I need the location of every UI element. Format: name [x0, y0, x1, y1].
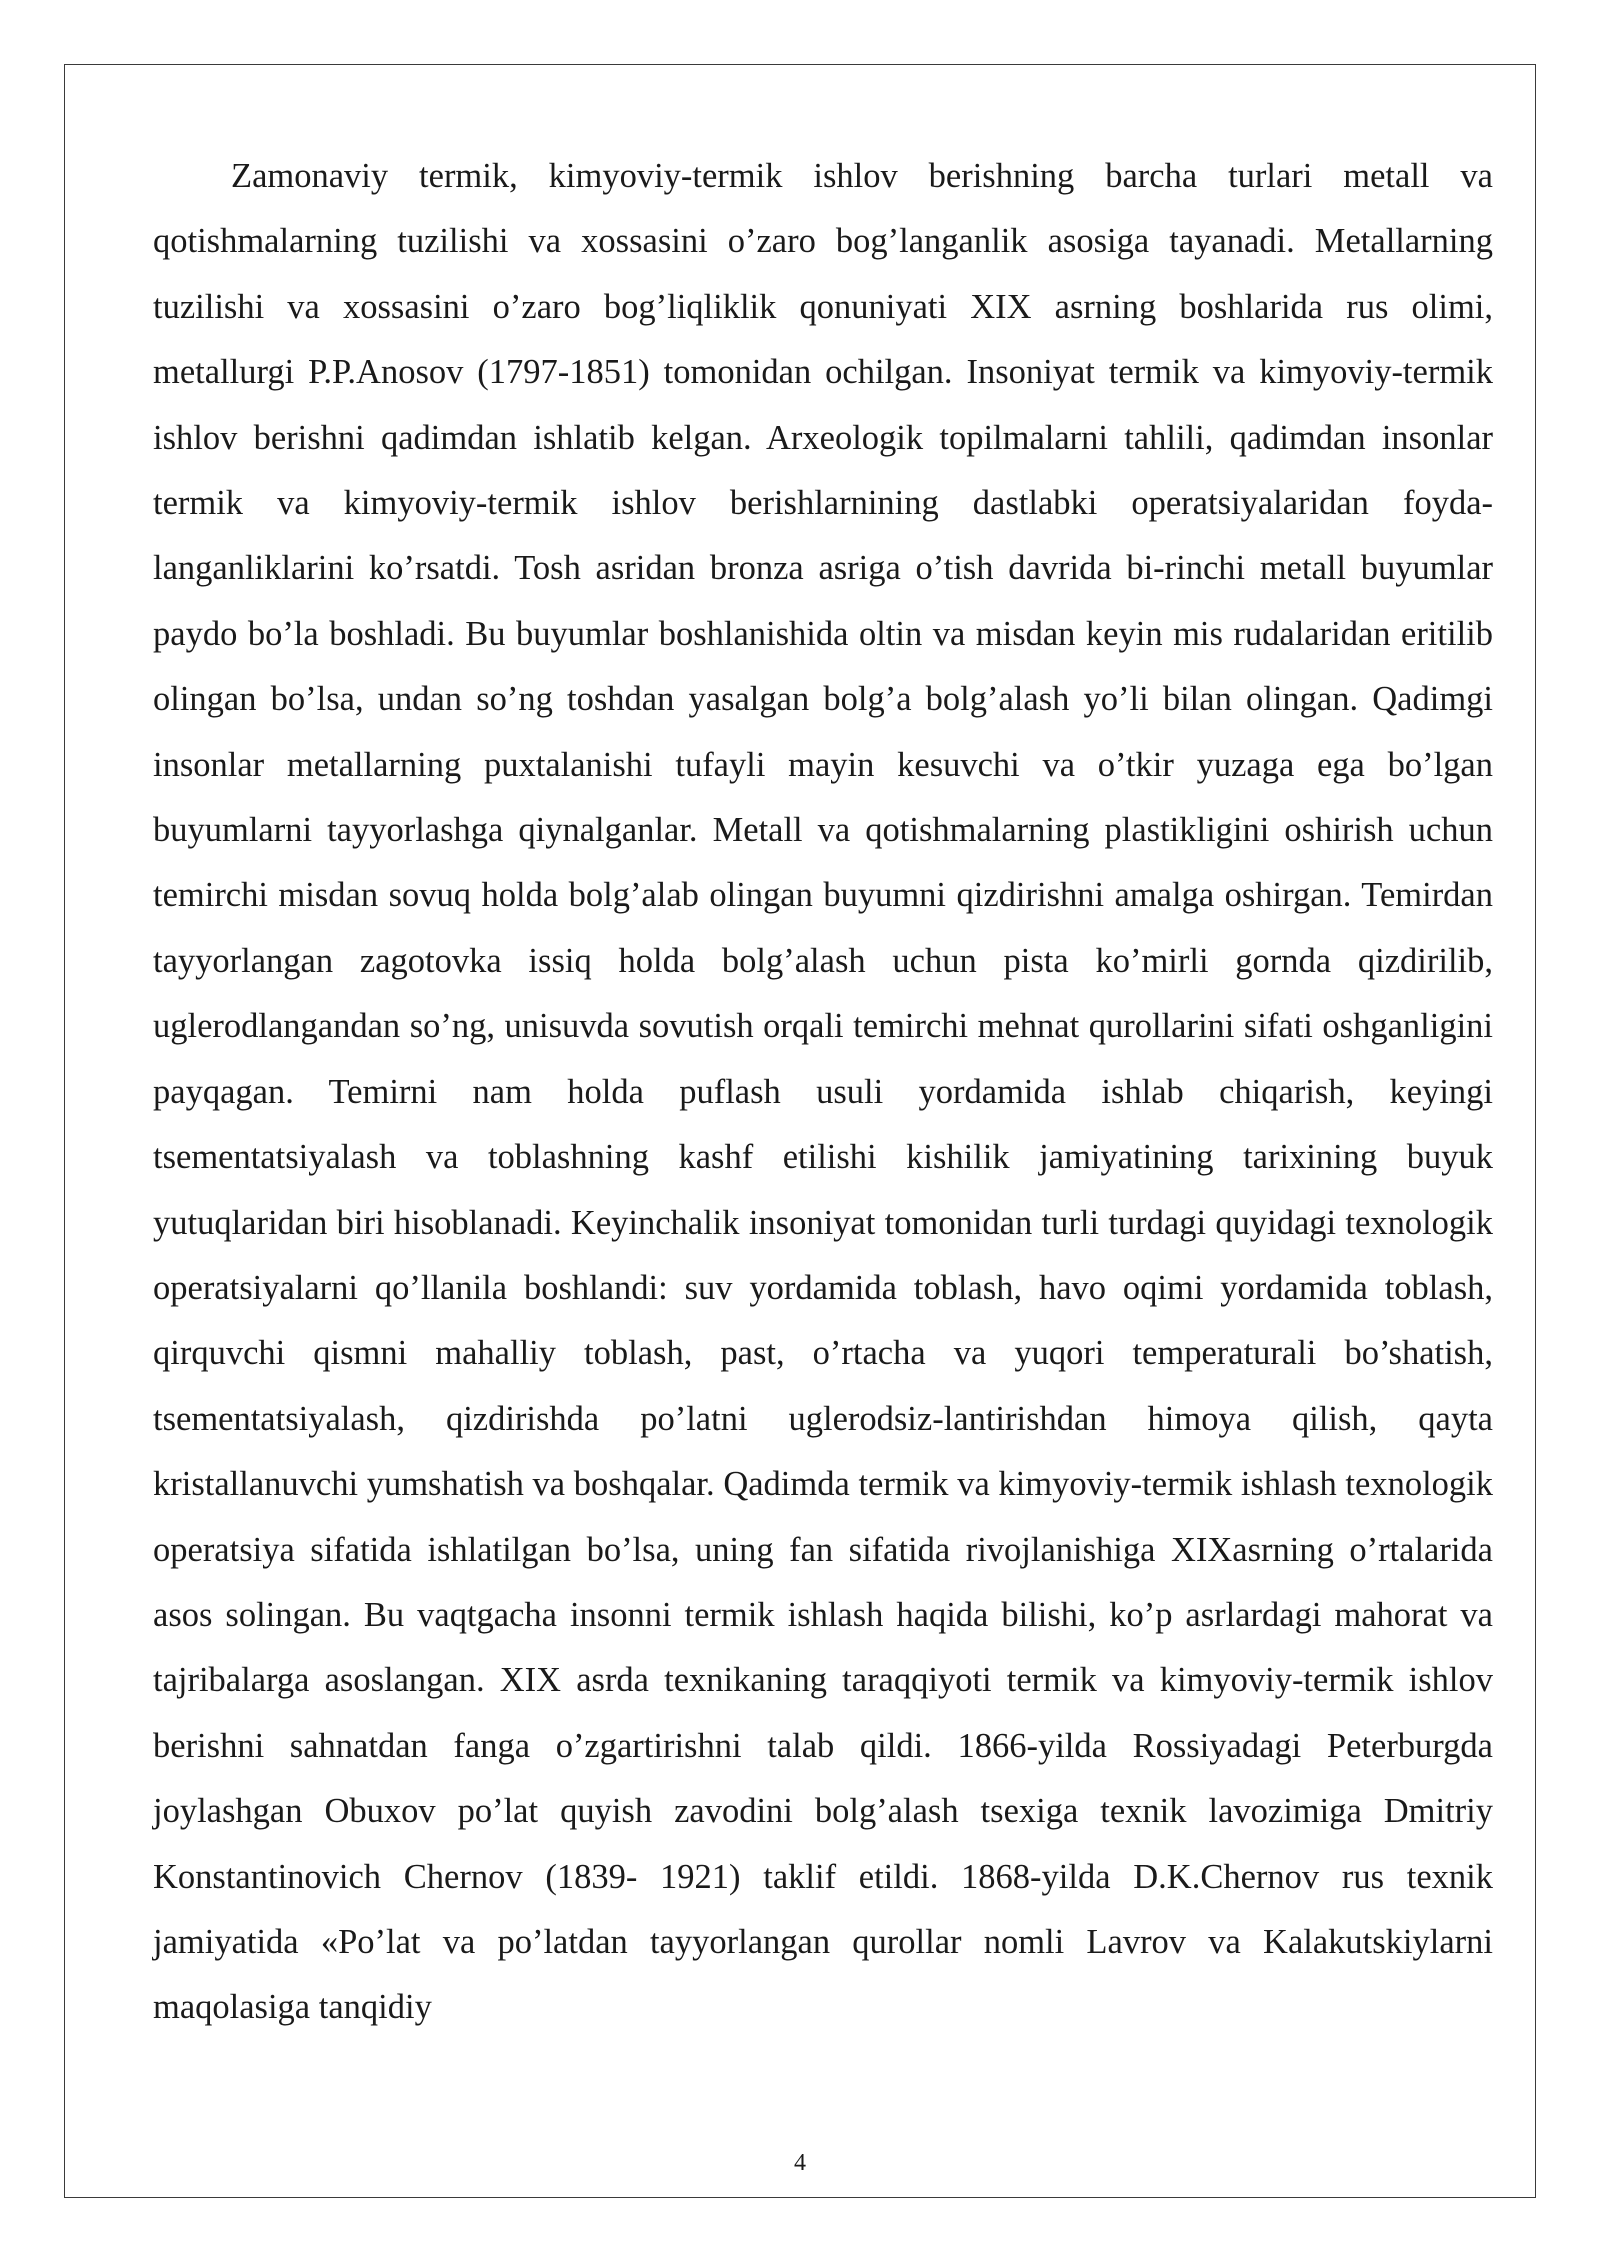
body-paragraph: Zamonaviy termik, kimyoviy-termik ishlov berishning barcha turlari metall va qotishmalarning tuzilishi va xossasini o’zaro bog’langanlik asosiga tayanadi. Metallarning tuzilishi va xossasini o’zaro bog’liqliklik qonuniyati XIX asrning boshlarida rus olimi, metallurgi P.P.Anosov (1797-1851) tomonidan ochilgan. Insoniyat termik va kimyoviy-termik ishlov berishni qadimdan ishlatib kelgan. Arxeologik topilmalarni tahlili, qadimdan insonlar termik va kimyoviy-termik ishlov berishlarnining dastlabki operatsiyalaridan foyda-langanliklarini ko’rsatdi. Tosh asridan bronza asriga o’tish davrida bi-rinchi metall buyumlar paydo bo’la boshladi. Bu buyumlar boshlanishida oltin va misdan keyin mis rudalaridan eritilib olingan bo’lsa, undan so’ng toshdan yasalgan bolg’a bolg’alash yo’li bilan olingan. Qadimgi insonlar metallarning puxtalanishi tufayli mayin kesuvchi va o’tkir yuzaga ega bo’lgan buyumlarni tayyorlashga qiynalganlar. Metall va qotishmalarning plastikligini oshirish uchun temirchi misdan sovuq holda bolg’alab olingan buyumni qizdirishni amalga oshirgan. Temirdan tayyorlangan zagotovka issiq holda bolg’alash uchun pista ko’mirli gornda qizdirilib, uglerodlangandan so’ng, unisuvda sovutish orqali temirchi mehnat qurollarini sifati oshganligini payqagan. Temirni nam holda puflash usuli yordamida ishlab chiqarish, keyingi tsementatsiyalash va toblashning kashf etilishi kishilik jamiyatining tarixining buyuk yutuqlaridan biri hisoblanadi. Keyinchalik insoniyat tomonidan turli turdagi quyidagi texnologik operatsiyalarni qo’llanila boshlandi: suv yordamida toblash, havo oqimi yordamida toblash, qirquvchi qismni mahalliy toblash, past, o’rtacha va yuqori temperaturali bo’shatish, tsementatsiyalash, qizdirishda po’latni uglerodsiz-lantirishdan himoya qilish, qayta kristallanuvchi yumshatish va boshqalar. Qadimda termik va kimyoviy-termik ishlash texnologik operatsiya sifatida ishlatilgan bo’lsa, uning fan sifatida rivojlanishiga XIXasrning o’rtalarida asos solingan. Bu vaqtgacha insonni termik ishlash haqida bilishi, ko’p asrlardagi mahorat va tajribalarga asoslangan. XIX asrda texnikaning taraqqiyoti termik va kimyoviy-termik ishlov berishni sahnatdan fanga o’zgartirishni talab qildi. 1866-yilda Rossiyadagi Peterburgda joylashgan Obuxov po’lat quyish zavodini bolg’alash tsexiga texnik lavozimiga Dmitriy Konstantinovich Chernov (1839- 1921) taklif etildi. 1868-yilda D.K.Chernov rus texnik jamiyatida «Po’lat va po’latdan tayyorlangan qurollar nomli Lavrov va Kalakutskiylarni maqolasiga tanqidiy	[153, 157, 1493, 2027]
page-number: 4	[794, 2150, 806, 2176]
